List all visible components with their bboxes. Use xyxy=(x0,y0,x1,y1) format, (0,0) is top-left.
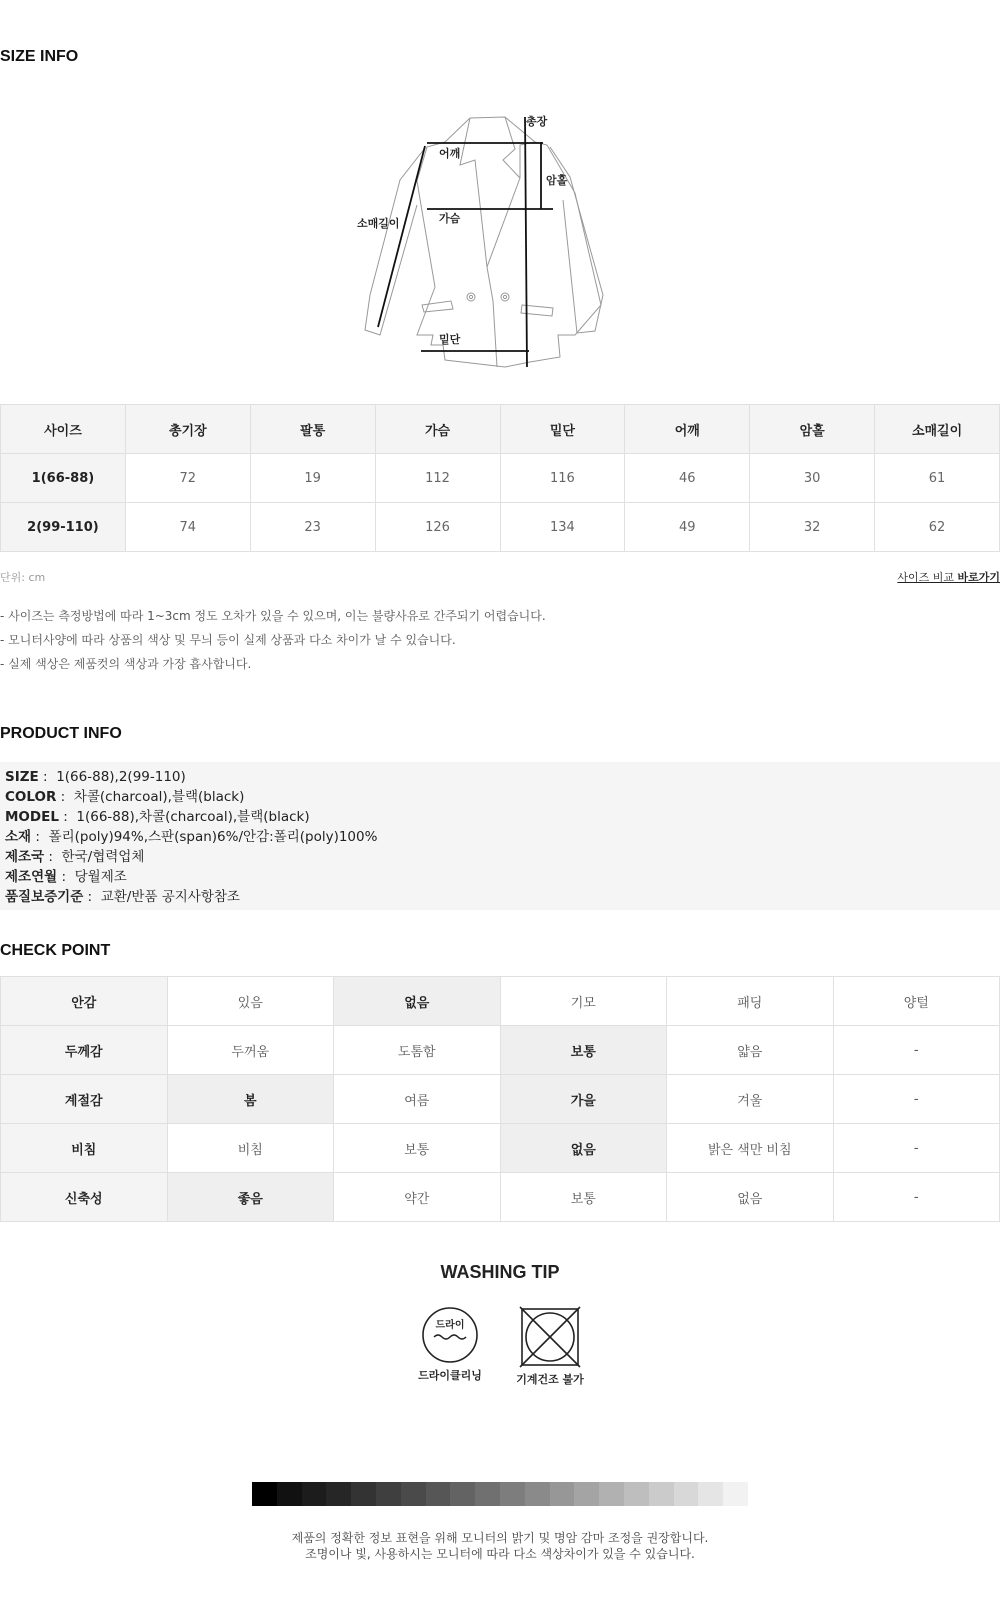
size-header-cell: 팔통 xyxy=(250,405,375,454)
grayscale-swatch xyxy=(550,1482,575,1506)
product-info-separator: : xyxy=(57,869,75,885)
product-info-key: MODEL xyxy=(5,809,59,825)
dry-clean-icon-text: 드라이 xyxy=(435,1320,465,1331)
label-armhole: 암홀 xyxy=(546,174,568,187)
grayscale-swatch xyxy=(698,1482,723,1506)
product-info-separator: : xyxy=(31,829,49,845)
no-tumble-dry-icon xyxy=(518,1305,582,1369)
grayscale-swatch xyxy=(624,1482,649,1506)
check-point-option: 가을 xyxy=(500,1075,667,1124)
check-point-option: 보통 xyxy=(500,1026,667,1075)
check-point-option: 없음 xyxy=(334,977,501,1026)
size-table-header xyxy=(1,405,1000,454)
size-cell: 72 xyxy=(125,454,250,503)
check-point-option: 밝은 색만 비침 xyxy=(667,1124,834,1173)
product-info-value: 교환/반품 공지사항참조 xyxy=(100,889,240,905)
size-cell: 19 xyxy=(250,454,375,503)
check-point-option: 봄 xyxy=(167,1075,334,1124)
product-info-separator: : xyxy=(83,889,101,905)
label-chest: 가슴 xyxy=(439,212,461,225)
wash-label-no-tumble-dry: 기계건조 불가 xyxy=(516,1373,584,1386)
monitor-notice-line-2: 조명이나 빛, 사용하시는 모니터에 따라 다소 색상차이가 있을 수 있습니다. xyxy=(305,1547,695,1561)
grayscale-calibration-bar xyxy=(252,1482,748,1506)
monitor-notice-line-1: 제품의 정확한 정보 표현을 위해 모니터의 밝기 및 명암 감마 조정을 권장합니다. xyxy=(291,1531,709,1545)
size-cell: 61 xyxy=(875,454,1000,503)
check-point-option: 얇음 xyxy=(667,1026,834,1075)
size-header-cell: 사이즈 xyxy=(1,405,126,454)
check-point-option: 보통 xyxy=(500,1173,667,1222)
grayscale-swatch xyxy=(326,1482,351,1506)
size-compare-link[interactable] xyxy=(897,569,1000,585)
product-info-separator: : xyxy=(56,789,74,805)
size-compare-prefix: 사이즈 비교 xyxy=(897,571,958,584)
check-point-option: - xyxy=(833,1173,1000,1222)
size-table xyxy=(0,404,1000,552)
product-info-value: 차콜(charcoal),블랙(black) xyxy=(73,789,245,805)
check-point-label: 안감 xyxy=(1,977,168,1026)
check-point-table xyxy=(0,976,1000,1222)
note-item: - 모니터사양에 따라 상품의 색상 및 무늬 등이 실제 상품과 다소 차이가 날 수 있습니다. xyxy=(0,633,456,647)
product-info-row xyxy=(5,767,1000,787)
size-cell: 30 xyxy=(750,454,875,503)
grayscale-swatch xyxy=(426,1482,451,1506)
size-table-row xyxy=(1,454,1000,503)
check-point-row xyxy=(1,977,1000,1026)
unit-label: 단위: cm xyxy=(0,571,46,584)
check-point-title: CHECK POINT xyxy=(0,942,111,959)
product-info-row xyxy=(5,887,1000,907)
product-info-box xyxy=(0,762,1000,910)
grayscale-swatch xyxy=(649,1482,674,1506)
check-point-option: 비침 xyxy=(167,1124,334,1173)
product-info-value: 폴리(poly)94%,스판(span)6%/안감:폴리(poly)100% xyxy=(48,829,378,845)
grayscale-swatch xyxy=(252,1482,277,1506)
product-info-row xyxy=(5,807,1000,827)
grayscale-swatch xyxy=(599,1482,624,1506)
size-cell: 112 xyxy=(375,454,500,503)
check-point-label: 두께감 xyxy=(1,1026,168,1075)
check-point-option: 여름 xyxy=(334,1075,501,1124)
monitor-notice xyxy=(0,1530,1000,1562)
check-point-option: - xyxy=(833,1026,1000,1075)
note-item: - 사이즈는 측정방법에 따라 1~3cm 정도 오차가 있을 수 있으며, 이는 불량사유로 간주되기 어렵습니다. xyxy=(0,609,546,623)
size-compare-bold: 바로가기 xyxy=(957,571,1000,584)
note-item: - 실제 색상은 제품컷의 색상과 가장 흡사합니다. xyxy=(0,657,252,671)
product-info-row xyxy=(5,847,1000,867)
check-point-option: 좋음 xyxy=(167,1173,334,1222)
size-header-cell: 총기장 xyxy=(125,405,250,454)
size-cell: 49 xyxy=(625,503,750,552)
product-info-separator: : xyxy=(58,809,77,825)
grayscale-swatch xyxy=(450,1482,475,1506)
size-table-row xyxy=(1,503,1000,552)
check-point-option: 양털 xyxy=(833,977,1000,1026)
check-point-option: 보통 xyxy=(334,1124,501,1173)
check-point-option: 없음 xyxy=(667,1173,834,1222)
grayscale-swatch xyxy=(401,1482,426,1506)
product-info-key: SIZE xyxy=(5,769,39,785)
size-info-title: SIZE INFO xyxy=(0,48,79,65)
grayscale-swatch xyxy=(475,1482,500,1506)
size-cell: 126 xyxy=(375,503,500,552)
size-header-cell: 어깨 xyxy=(625,405,750,454)
product-info-key: 품질보증기준 xyxy=(5,889,84,905)
check-point-row xyxy=(1,1075,1000,1124)
check-point-option: 패딩 xyxy=(667,977,834,1026)
size-row-label: 1(66-88) xyxy=(1,454,126,503)
dry-clean-icon xyxy=(420,1305,480,1365)
size-cell: 116 xyxy=(500,454,625,503)
size-cell: 46 xyxy=(625,454,750,503)
size-cell: 62 xyxy=(875,503,1000,552)
product-info-title: PRODUCT INFO xyxy=(0,725,122,742)
grayscale-swatch xyxy=(525,1482,550,1506)
check-point-row xyxy=(1,1173,1000,1222)
size-header-cell: 밑단 xyxy=(500,405,625,454)
grayscale-swatch xyxy=(351,1482,376,1506)
wash-item-dry-clean xyxy=(412,1305,488,1383)
label-hem: 밑단 xyxy=(439,333,461,346)
check-point-option: 두꺼움 xyxy=(167,1026,334,1075)
check-point-option: 도톰함 xyxy=(334,1026,501,1075)
check-point-option: 기모 xyxy=(500,977,667,1026)
product-info-value: 1(66-88),2(99-110) xyxy=(56,769,186,785)
wash-item-no-tumble-dry xyxy=(510,1305,590,1387)
label-total-length: 총장 xyxy=(526,115,548,128)
product-info-key: COLOR xyxy=(5,789,57,805)
size-cell: 74 xyxy=(125,503,250,552)
size-header-cell: 암홀 xyxy=(750,405,875,454)
grayscale-swatch xyxy=(376,1482,401,1506)
label-sleeve-length: 소매길이 xyxy=(357,217,400,230)
check-point-option: - xyxy=(833,1124,1000,1173)
grayscale-swatch xyxy=(723,1482,748,1506)
size-notes xyxy=(0,604,546,676)
grayscale-swatch xyxy=(574,1482,599,1506)
product-info-key: 제조연월 xyxy=(5,869,58,885)
grayscale-swatch xyxy=(302,1482,327,1506)
wash-label-dry-clean: 드라이클리닝 xyxy=(418,1369,482,1382)
jacket-illustration xyxy=(355,105,620,380)
product-info-row xyxy=(5,867,1000,887)
size-cell: 23 xyxy=(250,503,375,552)
washing-tip-title: WASHING TIP xyxy=(440,1262,560,1282)
check-point-label: 계절감 xyxy=(1,1075,168,1124)
product-info-value: 1(66-88),차콜(charcoal),블랙(black) xyxy=(76,809,310,825)
grayscale-swatch xyxy=(500,1482,525,1506)
check-point-option: - xyxy=(833,1075,1000,1124)
check-point-option: 없음 xyxy=(500,1124,667,1173)
check-point-row xyxy=(1,1026,1000,1075)
check-point-label: 비침 xyxy=(1,1124,168,1173)
check-point-label: 신축성 xyxy=(1,1173,168,1222)
size-cell: 134 xyxy=(500,503,625,552)
check-point-option: 약간 xyxy=(334,1173,501,1222)
check-point-option: 겨울 xyxy=(667,1075,834,1124)
product-info-row xyxy=(5,827,1000,847)
grayscale-swatch xyxy=(277,1482,302,1506)
product-info-key: 소재 xyxy=(5,829,32,845)
jacket-size-diagram xyxy=(355,105,620,380)
label-shoulder: 어깨 xyxy=(439,147,461,160)
product-info-key: 제조국 xyxy=(5,849,45,865)
size-header-cell: 소매길이 xyxy=(875,405,1000,454)
product-info-separator: : xyxy=(38,769,57,785)
size-cell: 32 xyxy=(750,503,875,552)
product-info-value: 당월제조 xyxy=(74,869,127,885)
grayscale-swatch xyxy=(674,1482,699,1506)
check-point-option: 있음 xyxy=(167,977,334,1026)
size-header-cell: 가슴 xyxy=(375,405,500,454)
size-row-label: 2(99-110) xyxy=(1,503,126,552)
product-info-row xyxy=(5,787,1000,807)
product-info-separator: : xyxy=(44,849,62,865)
check-point-row xyxy=(1,1124,1000,1173)
product-info-value: 한국/협력업체 xyxy=(61,849,145,865)
